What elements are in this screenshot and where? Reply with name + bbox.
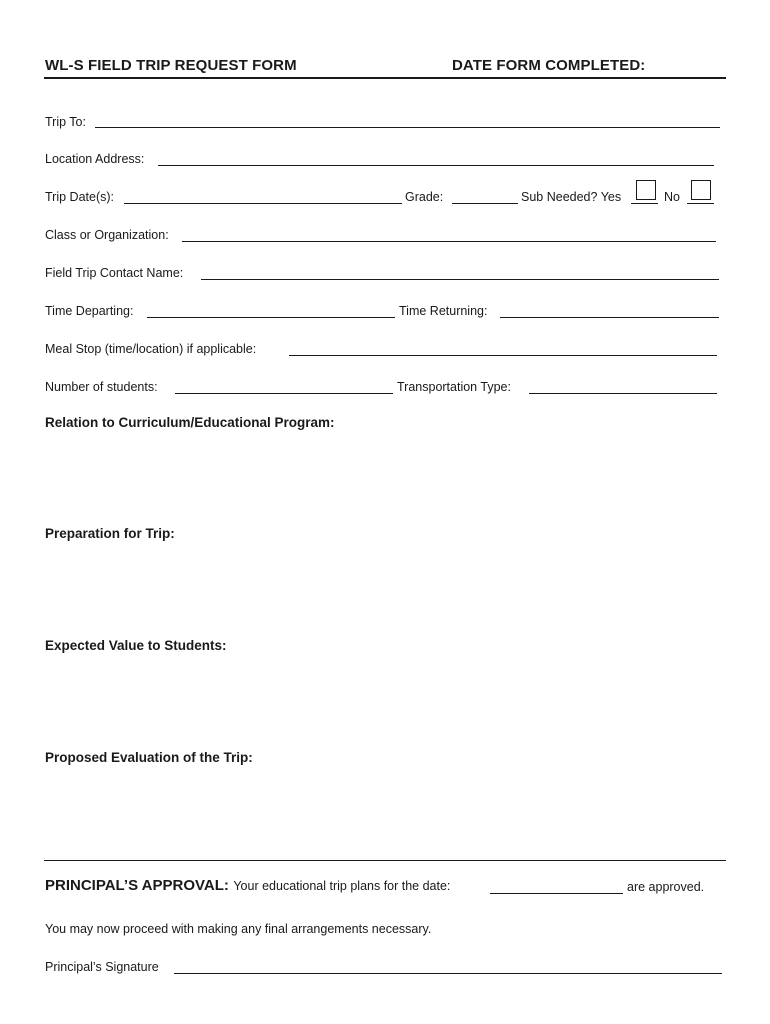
sub-no-underline	[687, 203, 714, 204]
signature-label: Principal’s Signature	[45, 960, 159, 974]
trip-dates-label: Trip Date(s):	[45, 190, 114, 204]
meal-stop-field[interactable]	[289, 355, 717, 356]
preparation-heading: Preparation for Trip:	[45, 526, 175, 541]
date-completed-label: DATE FORM COMPLETED:	[452, 57, 646, 74]
form-title: WL-S FIELD TRIP REQUEST FORM	[45, 57, 297, 74]
sub-no-checkbox[interactable]	[691, 180, 711, 200]
time-departing-label: Time Departing:	[45, 304, 134, 318]
approval-date-field[interactable]	[490, 893, 623, 894]
sub-yes-checkbox[interactable]	[636, 180, 656, 200]
expected-value-heading: Expected Value to Students:	[45, 638, 227, 653]
time-returning-field[interactable]	[500, 317, 719, 318]
location-address-label: Location Address:	[45, 152, 145, 166]
header-rule	[44, 77, 726, 79]
transport-type-field[interactable]	[529, 393, 717, 394]
proceed-text: You may now proceed with making any final arrangements necessary.	[45, 922, 432, 936]
transport-type-label: Transportation Type:	[397, 380, 511, 394]
sub-needed-label: Sub Needed? Yes	[521, 190, 622, 204]
approval-line	[45, 877, 450, 895]
sub-yes-underline	[631, 203, 658, 204]
trip-to-label: Trip To:	[45, 115, 86, 129]
class-org-field[interactable]	[182, 241, 716, 242]
time-departing-field[interactable]	[147, 317, 395, 318]
num-students-field[interactable]	[175, 393, 393, 394]
approval-heading: PRINCIPAL’S APPROVAL:	[45, 877, 229, 894]
num-students-label: Number of students:	[45, 380, 158, 394]
evaluation-heading: Proposed Evaluation of the Trip:	[45, 750, 253, 765]
class-org-label: Class or Organization:	[45, 228, 169, 242]
approval-text-before: Your educational trip plans for the date:	[233, 879, 451, 893]
grade-label: Grade:	[405, 190, 444, 204]
approval-divider	[44, 860, 726, 861]
signature-field[interactable]	[174, 973, 722, 974]
meal-stop-label: Meal Stop (time/location) if applicable:	[45, 342, 257, 356]
contact-name-field[interactable]	[201, 279, 719, 280]
trip-dates-field[interactable]	[124, 203, 402, 204]
approval-text-after: are approved.	[627, 880, 705, 894]
time-returning-label: Time Returning:	[399, 304, 488, 318]
contact-name-label: Field Trip Contact Name:	[45, 266, 184, 280]
sub-no-label: No	[664, 190, 680, 204]
location-address-field[interactable]	[158, 165, 714, 166]
trip-to-field[interactable]	[95, 127, 720, 128]
curriculum-heading: Relation to Curriculum/Educational Program:	[45, 415, 335, 430]
grade-field[interactable]	[452, 203, 518, 204]
